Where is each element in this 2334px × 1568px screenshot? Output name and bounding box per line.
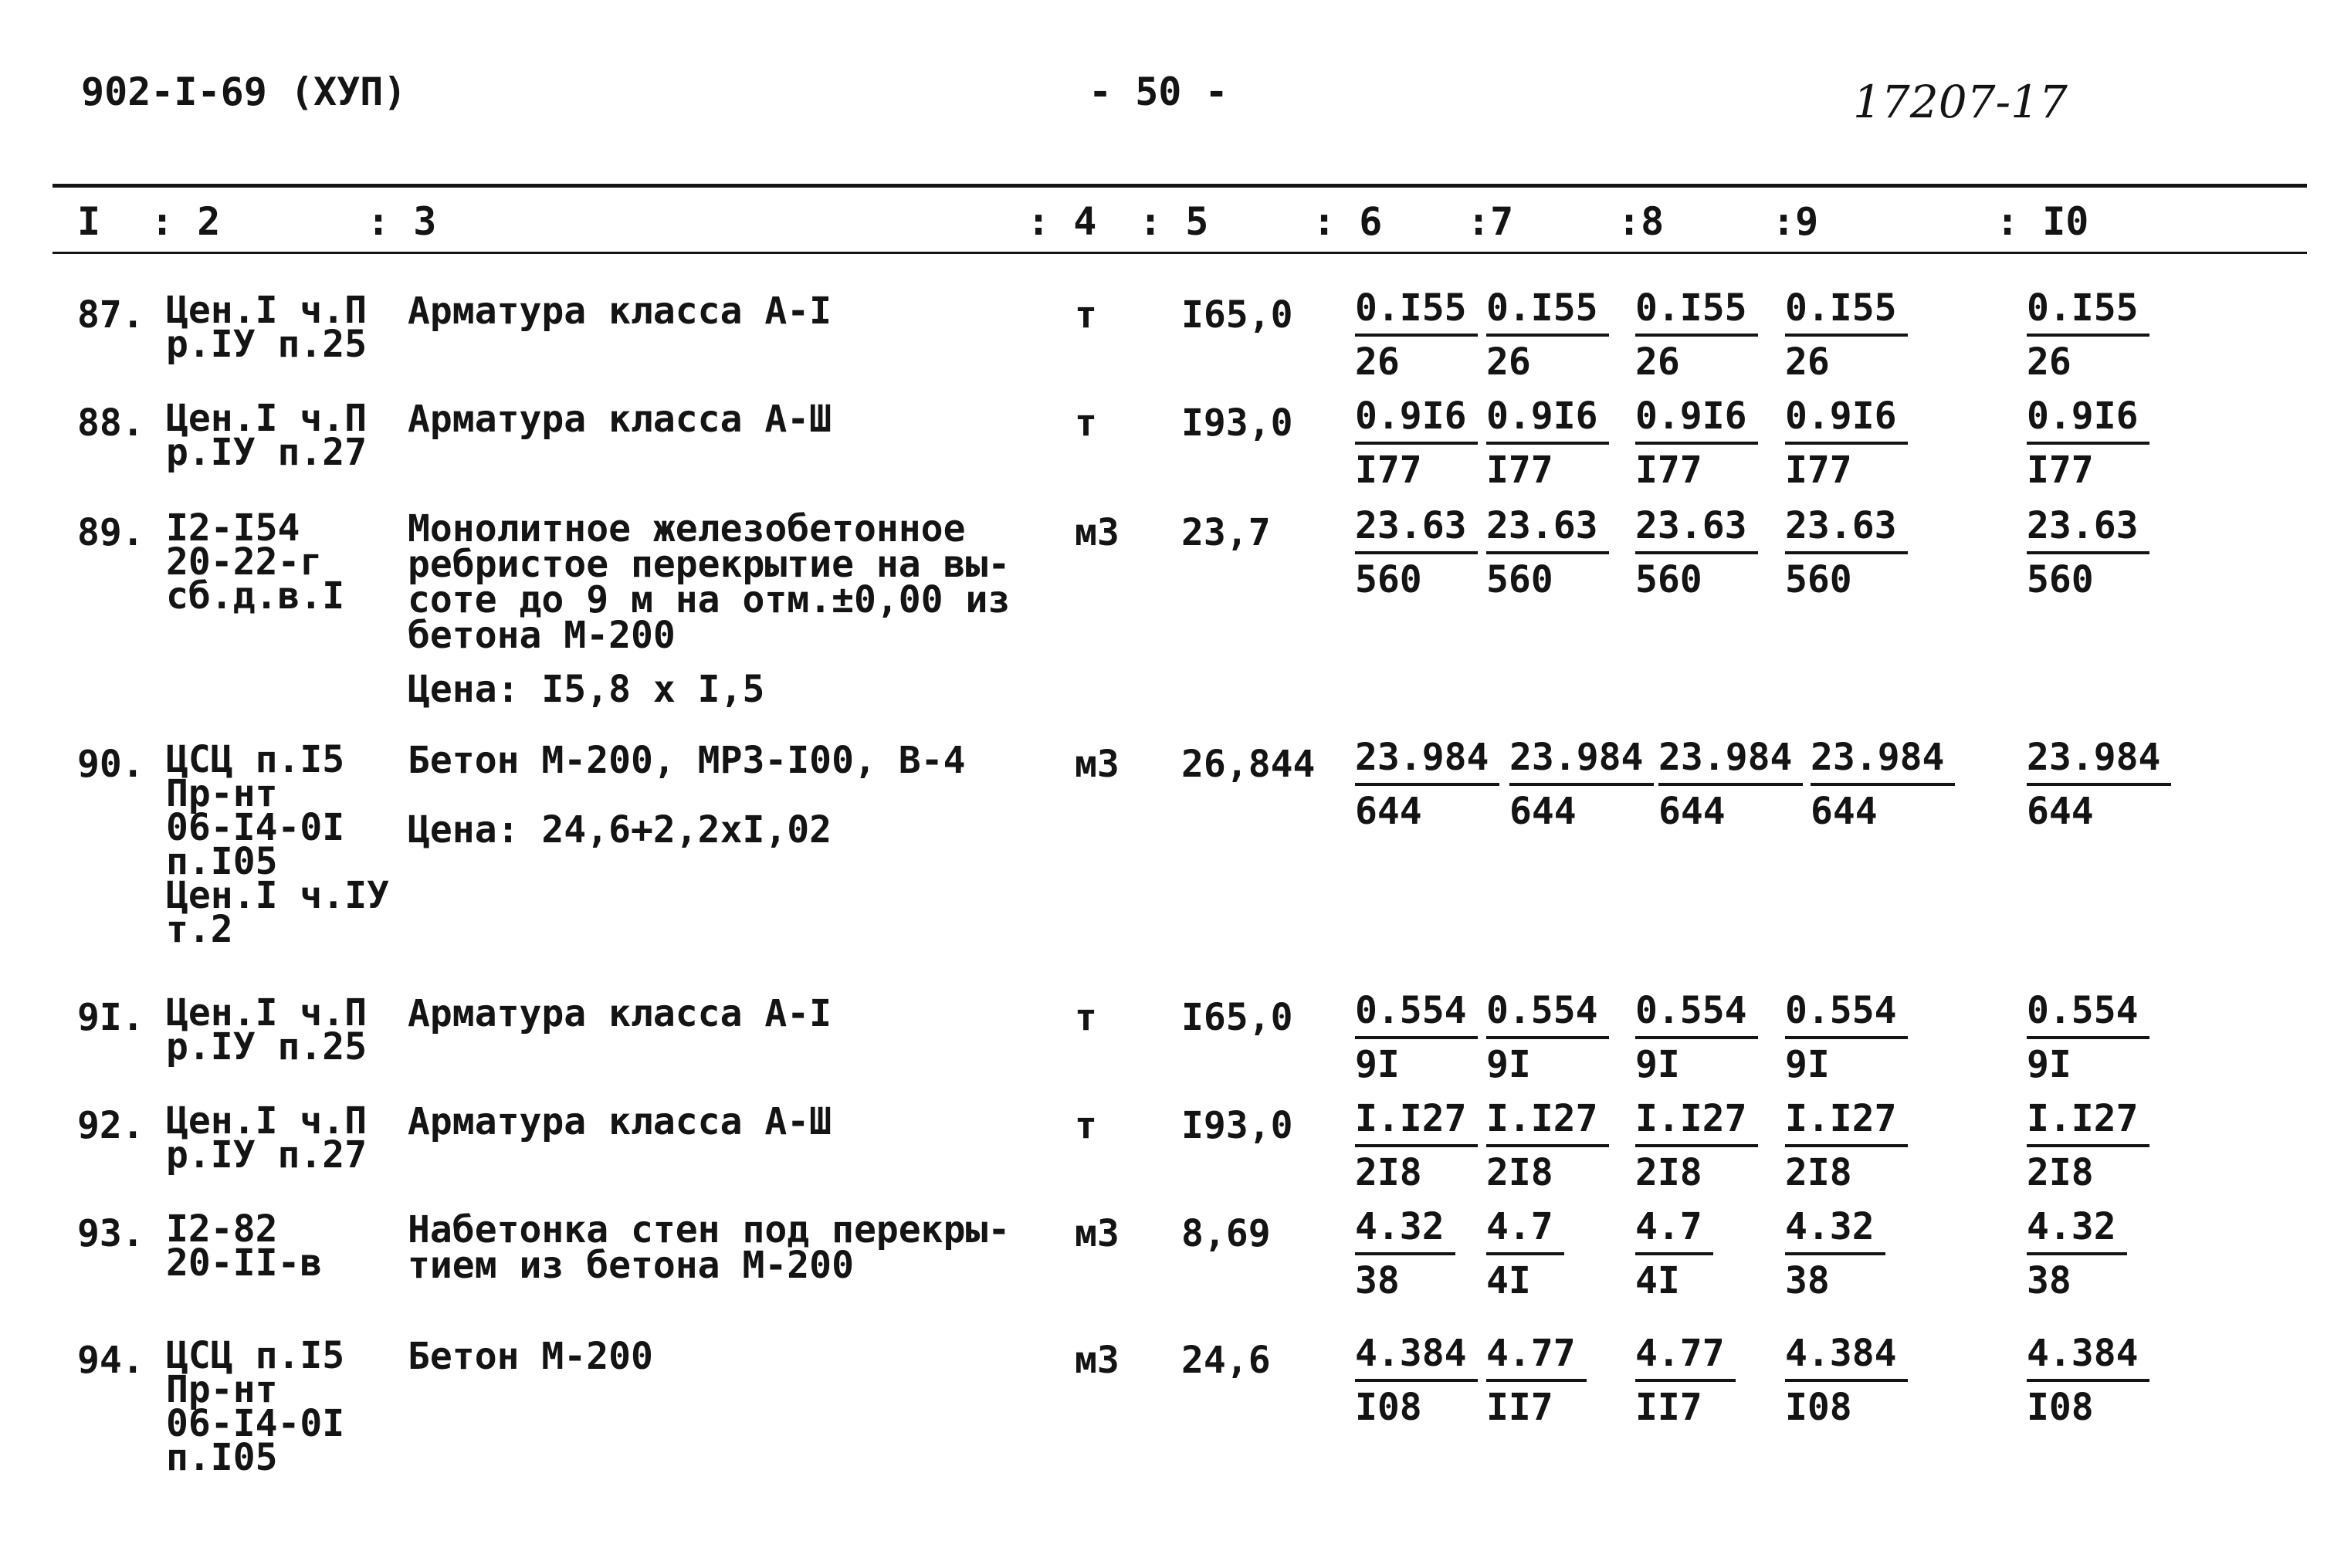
value-cell-col8 xyxy=(1635,500,1758,605)
row-unit: т xyxy=(1075,1104,1097,1147)
row-number: 88. xyxy=(77,401,144,445)
row-unit: т xyxy=(1075,401,1097,445)
value-quantity: 4.32 xyxy=(1785,1201,1885,1255)
value-cost: 2I8 xyxy=(1355,1151,1422,1194)
value-quantity: 0.I55 xyxy=(1355,283,1478,337)
value-quantity: 4.32 xyxy=(2027,1201,2127,1255)
value-cost: II7 xyxy=(1635,1386,1702,1429)
value-cost: 644 xyxy=(1811,790,1878,833)
value-quantity: 0.554 xyxy=(1635,985,1758,1039)
column-header-7: :7 xyxy=(1467,199,1514,244)
row-description: Бетон М-200, МРЗ-I00, В-4 xyxy=(408,739,966,782)
column-header-9: :9 xyxy=(1772,199,1819,244)
value-cell-col7 xyxy=(1509,732,1654,837)
value-cost: 38 xyxy=(1355,1259,1400,1302)
value-quantity: 4.77 xyxy=(1635,1328,1736,1382)
value-quantity: 23.63 xyxy=(1486,500,1609,554)
value-quantity: 4.77 xyxy=(1486,1328,1587,1382)
value-quantity: I.I27 xyxy=(1785,1093,1908,1147)
value-cell-col6 xyxy=(1355,1328,1478,1433)
value-cell-col8 xyxy=(1635,985,1758,1090)
value-cell-col10 xyxy=(2027,283,2149,388)
value-cost: 2I8 xyxy=(2027,1151,2094,1194)
row-price: 8,69 xyxy=(1181,1212,1271,1255)
value-cell-col8 xyxy=(1635,1201,1713,1306)
value-cell-col9 xyxy=(1785,391,1908,496)
row-reference: Цен.I ч.П р.IУ п.25 xyxy=(166,991,368,1068)
value-cost: 2I8 xyxy=(1785,1151,1852,1194)
value-cell-col7 xyxy=(1486,1201,1564,1306)
row-description: Арматура класса А-Ш xyxy=(408,398,832,441)
value-quantity: 0.9I6 xyxy=(2027,391,2149,445)
value-cost: II7 xyxy=(1486,1386,1553,1429)
value-cell-col7 xyxy=(1486,391,1609,496)
row-unit: м3 xyxy=(1075,511,1120,554)
value-cell-col8 xyxy=(1635,1093,1758,1198)
value-cell-col8 xyxy=(1658,732,1803,837)
row-unit: м3 xyxy=(1075,743,1120,786)
value-cell-col9 xyxy=(1785,1201,1885,1306)
value-cost: 9I xyxy=(1486,1043,1531,1086)
table-top-rule xyxy=(53,184,2307,188)
row-price: 23,7 xyxy=(1181,511,1271,554)
value-cell-col6 xyxy=(1355,732,1499,837)
column-header-10: : I0 xyxy=(1996,199,2089,244)
value-cell-col9 xyxy=(1785,1093,1908,1198)
value-cost: 26 xyxy=(2027,340,2071,384)
row-price: I65,0 xyxy=(1181,996,1293,1039)
value-cost: 4I xyxy=(1635,1259,1680,1302)
value-cost: I77 xyxy=(1355,449,1422,492)
value-cost: 644 xyxy=(1509,790,1577,833)
value-cell-col6 xyxy=(1355,1201,1455,1306)
value-quantity: 0.554 xyxy=(2027,985,2149,1039)
row-unit: м3 xyxy=(1075,1212,1120,1255)
value-cost: 560 xyxy=(1785,558,1852,601)
value-cost: I77 xyxy=(1486,449,1553,492)
row-price: I65,0 xyxy=(1181,293,1293,337)
column-header-8: :8 xyxy=(1618,199,1665,244)
column-header-1: I xyxy=(77,199,101,244)
value-cost: 26 xyxy=(1785,340,1830,384)
value-cell-col7 xyxy=(1486,500,1609,605)
value-quantity: 23.63 xyxy=(2027,500,2149,554)
value-cell-col8 xyxy=(1635,391,1758,496)
value-cost: 2I8 xyxy=(1635,1151,1702,1194)
value-cell-col6 xyxy=(1355,391,1478,496)
row-reference: Цен.I ч.П р.IУ п.25 xyxy=(166,289,368,366)
value-cost: 560 xyxy=(1486,558,1553,601)
row-number: 87. xyxy=(77,293,144,337)
value-cell-col10 xyxy=(2027,500,2149,605)
value-quantity: I.I27 xyxy=(1486,1093,1609,1147)
value-cell-col10 xyxy=(2027,1328,2149,1433)
value-cost: I77 xyxy=(1635,449,1702,492)
value-cost: 38 xyxy=(1785,1259,1830,1302)
value-quantity: 0.9I6 xyxy=(1355,391,1478,445)
value-quantity: I.I27 xyxy=(1635,1093,1758,1147)
row-reference: Цен.I ч.П р.IУ п.27 xyxy=(166,397,368,474)
value-cell-col6 xyxy=(1355,985,1478,1090)
row-description: Арматура класса А-I xyxy=(408,992,832,1035)
value-quantity: 0.9I6 xyxy=(1486,391,1609,445)
row-number: 90. xyxy=(77,743,144,786)
value-quantity: 0.554 xyxy=(1486,985,1609,1039)
value-quantity: 23.984 xyxy=(1509,732,1654,786)
value-quantity: 4.384 xyxy=(1785,1328,1908,1382)
value-quantity: 0.I55 xyxy=(1635,283,1758,337)
value-quantity: 0.554 xyxy=(1785,985,1908,1039)
row-price: 24,6 xyxy=(1181,1339,1271,1382)
value-cost: 26 xyxy=(1355,340,1400,384)
value-cost: I77 xyxy=(2027,449,2094,492)
value-cell-col6 xyxy=(1355,500,1478,605)
value-cost: 560 xyxy=(1355,558,1422,601)
value-cost: 26 xyxy=(1486,340,1531,384)
row-price-note: Цена: I5,8 х I,5 xyxy=(408,668,765,711)
value-quantity: 23.63 xyxy=(1785,500,1908,554)
value-cell-col8 xyxy=(1635,1328,1736,1433)
document-code: 902-I-69 (ХУП) xyxy=(81,69,407,114)
value-cost: 38 xyxy=(2027,1259,2071,1302)
value-cell-col7 xyxy=(1486,985,1609,1090)
value-cell-col10 xyxy=(2027,1201,2127,1306)
value-quantity: 4.384 xyxy=(2027,1328,2149,1382)
sheet-code: 17207-17 xyxy=(1853,76,2068,128)
row-reference: Цен.I ч.П р.IУ п.27 xyxy=(166,1099,368,1177)
row-description: Арматура класса А-Ш xyxy=(408,1100,832,1143)
value-cost: 644 xyxy=(1355,790,1422,833)
value-cost: 9I xyxy=(1355,1043,1400,1086)
value-quantity: 23.63 xyxy=(1355,500,1478,554)
row-price: I93,0 xyxy=(1181,1104,1293,1147)
column-header-6: : 6 xyxy=(1313,199,1383,244)
value-cell-col6 xyxy=(1355,1093,1478,1198)
value-cost: I08 xyxy=(1355,1386,1422,1429)
value-cell-col9 xyxy=(1785,985,1908,1090)
row-reference: ЦСЦ п.I5 Пр-нт 06-I4-0I п.I05 xyxy=(166,1334,345,1479)
row-description: Арматура класса А-I xyxy=(408,290,832,333)
value-cost: 560 xyxy=(2027,558,2094,601)
value-quantity: 0.9I6 xyxy=(1635,391,1758,445)
value-cell-col8 xyxy=(1635,283,1758,388)
value-cell-col9 xyxy=(1811,732,1955,837)
value-cell-col10 xyxy=(2027,1093,2149,1198)
row-unit: т xyxy=(1075,996,1097,1039)
row-reference: I2-82 20-II-в xyxy=(166,1207,323,1285)
value-cell-col6 xyxy=(1355,283,1478,388)
row-description: Бетон М-200 xyxy=(408,1335,653,1378)
row-description: Набетонка стен под перекры- тием из бетона М-200 xyxy=(408,1208,1011,1287)
column-header-4: : 4 xyxy=(1027,199,1097,244)
value-quantity: I.I27 xyxy=(1355,1093,1478,1147)
row-number: 89. xyxy=(77,511,144,554)
value-quantity: 0.554 xyxy=(1355,985,1478,1039)
row-price: I93,0 xyxy=(1181,401,1293,445)
table-header-rule xyxy=(53,252,2307,254)
value-cost: 9I xyxy=(1785,1043,1830,1086)
value-cell-col10 xyxy=(2027,391,2149,496)
row-price-note: Цена: 24,6+2,2хI,02 xyxy=(408,808,832,852)
value-cost: 9I xyxy=(1635,1043,1680,1086)
value-cell-col7 xyxy=(1486,283,1609,388)
value-cell-col9 xyxy=(1785,1328,1908,1433)
page-number: - 50 - xyxy=(1089,69,1228,114)
row-number: 93. xyxy=(77,1212,144,1255)
value-cost: 9I xyxy=(2027,1043,2071,1086)
value-quantity: 4.32 xyxy=(1355,1201,1455,1255)
row-reference: I2-I54 20-22-г сб.д.в.I xyxy=(166,506,345,618)
value-cell-col9 xyxy=(1785,283,1908,388)
row-description: Монолитное железобетонное ребристое перекрытие на вы- соте до 9 м на отм.±0,00 из бетона М-200 xyxy=(408,507,1011,657)
row-price: 26,844 xyxy=(1181,743,1316,786)
value-cell-col7 xyxy=(1486,1093,1609,1198)
value-quantity: 23.984 xyxy=(1811,732,1955,786)
row-unit: м3 xyxy=(1075,1339,1120,1382)
column-header-5: : 5 xyxy=(1139,199,1209,244)
row-number: 92. xyxy=(77,1104,144,1147)
value-quantity: 0.I55 xyxy=(2027,283,2149,337)
value-quantity: 4.7 xyxy=(1635,1201,1713,1255)
value-cell-col10 xyxy=(2027,985,2149,1090)
value-quantity: 0.I55 xyxy=(1486,283,1609,337)
value-cell-col10 xyxy=(2027,732,2171,837)
value-cost: 560 xyxy=(1635,558,1702,601)
row-unit: т xyxy=(1075,293,1097,337)
value-quantity: I.I27 xyxy=(2027,1093,2149,1147)
value-quantity: 23.984 xyxy=(1355,732,1499,786)
value-cost: 644 xyxy=(1658,790,1726,833)
value-quantity: 23.63 xyxy=(1635,500,1758,554)
value-quantity: 4.384 xyxy=(1355,1328,1478,1382)
value-cost: 2I8 xyxy=(1486,1151,1553,1194)
row-number: 94. xyxy=(77,1339,144,1382)
column-header-3: : 3 xyxy=(367,199,437,244)
value-cost: I77 xyxy=(1785,449,1852,492)
row-number: 9I. xyxy=(77,996,144,1039)
value-cell-col7 xyxy=(1486,1328,1587,1433)
value-cost: 644 xyxy=(2027,790,2094,833)
value-cost: I08 xyxy=(2027,1386,2094,1429)
value-cell-col9 xyxy=(1785,500,1908,605)
value-quantity: 0.9I6 xyxy=(1785,391,1908,445)
value-cost: 4I xyxy=(1486,1259,1531,1302)
value-quantity: 23.984 xyxy=(2027,732,2171,786)
row-reference: ЦСЦ п.I5 Пр-нт 06-I4-0I п.I05 Цен.I ч.IУ т.2 xyxy=(166,738,389,951)
value-quantity: 23.984 xyxy=(1658,732,1803,786)
value-cost: I08 xyxy=(1785,1386,1852,1429)
value-quantity: 4.7 xyxy=(1486,1201,1564,1255)
value-cost: 26 xyxy=(1635,340,1680,384)
value-quantity: 0.I55 xyxy=(1785,283,1908,337)
column-header-2: : 2 xyxy=(151,199,221,244)
